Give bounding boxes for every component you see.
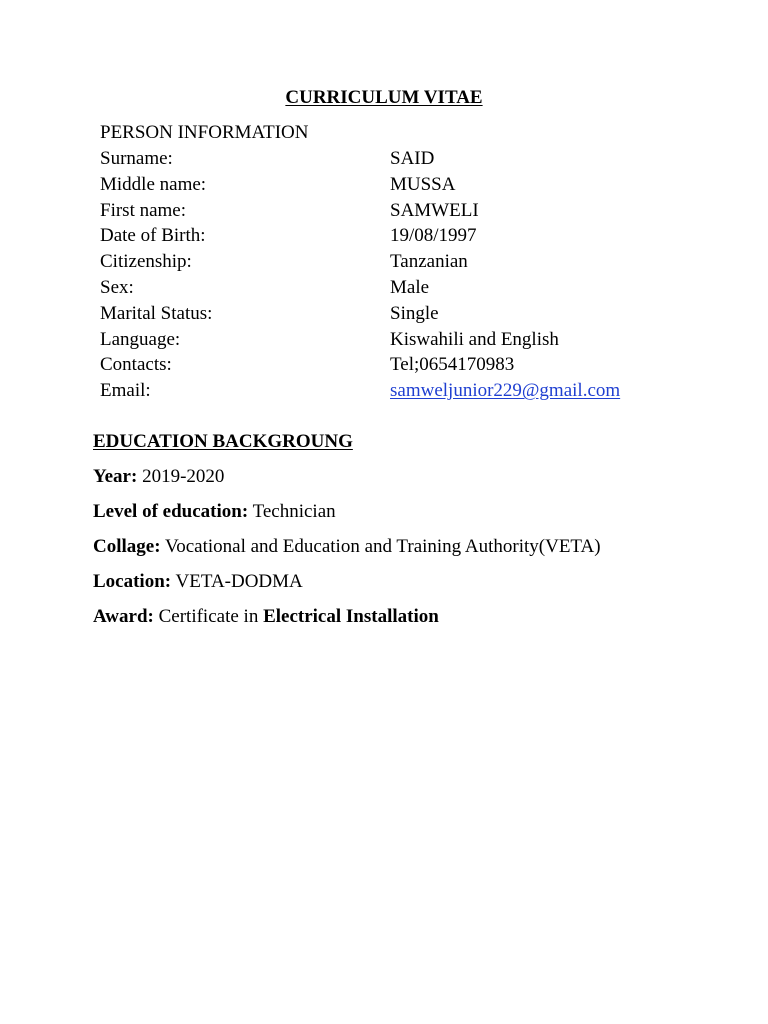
info-label: Date of Birth: (100, 225, 206, 247)
info-row-first-name (100, 198, 700, 224)
person-info-table (100, 146, 700, 404)
education-college (93, 535, 733, 570)
info-value: SAID (390, 148, 435, 169)
info-label: Sex: (100, 276, 134, 298)
education-award (93, 605, 733, 640)
education-level-label: Level of education: (93, 501, 249, 522)
info-value: Single (390, 302, 439, 324)
info-row-surname (100, 146, 700, 172)
info-label: Contacts: (100, 354, 172, 376)
education-award-label: Award: (93, 606, 154, 627)
education-award-prefix: Certificate in (158, 606, 259, 627)
email-link[interactable]: samweljunior229@gmail.com (390, 380, 621, 402)
education-year-label: Year: (93, 466, 138, 487)
info-row-citizenship (100, 249, 700, 275)
info-value: SAMWELI (390, 199, 479, 221)
info-label: First name: (100, 199, 187, 221)
info-value: Kiswahili and English (390, 328, 559, 350)
info-value: Tel;0654170983 (390, 354, 515, 376)
education-year-value: 2019-2020 (142, 466, 225, 487)
info-row-sex (100, 275, 700, 301)
education-location (93, 570, 733, 605)
education-college-label: Collage: (93, 536, 161, 557)
education-location-label: Location: (93, 571, 172, 592)
document-title (0, 86, 768, 110)
education-college-value: Vocational and Education and Training Authority(VETA) (164, 536, 601, 557)
education-year (93, 465, 733, 500)
education-location-value: VETA-DODMA (175, 571, 303, 592)
education-level (93, 500, 733, 535)
person-information-heading: PERSON INFORMATION (100, 122, 309, 143)
info-row-marital-status (100, 301, 700, 327)
info-row-contacts (100, 352, 700, 378)
info-value: MUSSA (390, 173, 456, 195)
education-level-value: Technician (252, 501, 336, 522)
info-value: Tanzanian (390, 251, 468, 273)
education-award-value: Electrical Installation (263, 606, 439, 627)
info-row-email (100, 378, 700, 404)
info-value (390, 378, 700, 404)
info-label: Email: (100, 380, 151, 402)
info-label: Citizenship: (100, 251, 192, 273)
info-label: Middle name: (100, 173, 207, 195)
info-value: 19/08/1997 (390, 225, 477, 247)
info-row-date-of-birth (100, 223, 700, 249)
info-row-language (100, 327, 700, 353)
info-value: Male (390, 276, 430, 298)
education-heading-text: EDUCATION BACKGROUNG (93, 431, 353, 452)
info-label: Surname: (100, 148, 173, 169)
education-heading (93, 430, 353, 454)
education-details (93, 465, 733, 640)
document-title-text: CURRICULUM VITAE (285, 87, 483, 108)
info-label: Language: (100, 328, 181, 350)
info-label: Marital Status: (100, 302, 213, 324)
info-row-middle-name (100, 172, 700, 198)
